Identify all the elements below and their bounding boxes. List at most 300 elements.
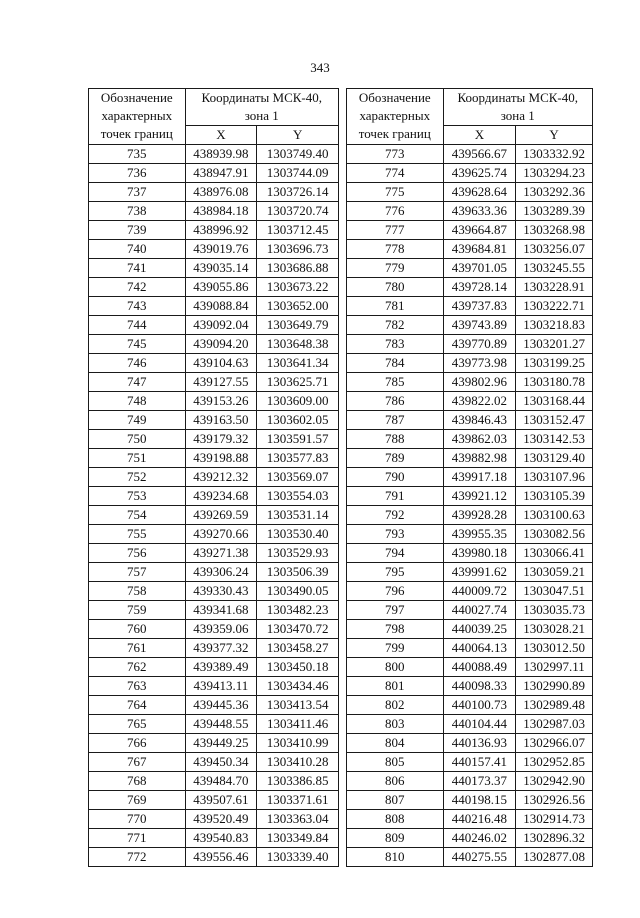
table-row <box>347 620 593 639</box>
x-coordinate-cell: 439212.32 <box>185 468 257 487</box>
table-row <box>89 772 339 791</box>
y-coordinate-cell: 1303289.39 <box>516 202 593 221</box>
x-coordinate-cell: 439019.76 <box>185 240 257 259</box>
table-row <box>347 734 593 753</box>
table-row <box>347 810 593 829</box>
point-number-cell: 761 <box>89 639 186 658</box>
x-coordinate-cell: 440104.44 <box>443 715 516 734</box>
x-coordinate-cell: 439449.25 <box>185 734 257 753</box>
table-row <box>347 696 593 715</box>
y-coordinate-cell: 1303720.74 <box>257 202 339 221</box>
table-row <box>347 753 593 772</box>
point-number-cell: 794 <box>347 544 444 563</box>
point-number-cell: 738 <box>89 202 186 221</box>
x-coordinate-cell: 439633.36 <box>443 202 516 221</box>
table-row <box>89 544 339 563</box>
x-coordinate-cell: 439484.70 <box>185 772 257 791</box>
table-row <box>347 582 593 601</box>
x-coordinate-cell: 439179.32 <box>185 430 257 449</box>
point-number-cell: 739 <box>89 221 186 240</box>
point-number-cell: 786 <box>347 392 444 411</box>
point-number-cell: 798 <box>347 620 444 639</box>
x-coordinate-cell: 439163.50 <box>185 411 257 430</box>
x-coordinate-cell: 439991.62 <box>443 563 516 582</box>
point-number-cell: 795 <box>347 563 444 582</box>
table-row <box>347 848 593 867</box>
x-coordinate-cell: 439092.04 <box>185 316 257 335</box>
x-coordinate-cell: 439271.38 <box>185 544 257 563</box>
table-row <box>347 430 593 449</box>
y-coordinate-cell: 1303749.40 <box>257 145 339 164</box>
point-number-cell: 810 <box>347 848 444 867</box>
point-number-cell: 781 <box>347 297 444 316</box>
point-number-cell: 793 <box>347 525 444 544</box>
x-coordinate-cell: 439507.61 <box>185 791 257 810</box>
table-row <box>89 829 339 848</box>
table-row <box>347 601 593 620</box>
x-coordinate-cell: 439377.32 <box>185 639 257 658</box>
header-line: зона 1 <box>244 108 279 123</box>
header-line: Координаты МСК-40, <box>457 90 578 105</box>
x-coordinate-cell: 439088.84 <box>185 297 257 316</box>
table-row <box>347 221 593 240</box>
table-row <box>89 164 339 183</box>
y-coordinate-cell: 1303339.40 <box>257 848 339 867</box>
x-coordinate-cell: 439743.89 <box>443 316 516 335</box>
table-row <box>89 430 339 449</box>
table-body <box>89 145 339 867</box>
point-number-cell: 797 <box>347 601 444 620</box>
table-row <box>89 791 339 810</box>
point-number-cell: 747 <box>89 373 186 392</box>
y-coordinate-cell: 1303152.47 <box>516 411 593 430</box>
y-coordinate-cell: 1303411.46 <box>257 715 339 734</box>
point-number-cell: 789 <box>347 449 444 468</box>
y-coordinate-cell: 1302896.32 <box>516 829 593 848</box>
table-row <box>89 183 339 202</box>
y-coordinate-cell: 1303228.91 <box>516 278 593 297</box>
x-coordinate-cell: 439625.74 <box>443 164 516 183</box>
header-line: характерных <box>359 108 431 123</box>
x-coordinate-cell: 439270.66 <box>185 525 257 544</box>
coordinates-table-right <box>346 88 593 867</box>
x-coordinate-cell: 440136.93 <box>443 734 516 753</box>
y-coordinate-cell: 1303609.00 <box>257 392 339 411</box>
point-number-cell: 779 <box>347 259 444 278</box>
point-number-cell: 777 <box>347 221 444 240</box>
y-coordinate-cell: 1303129.40 <box>516 449 593 468</box>
y-coordinate-cell: 1303649.79 <box>257 316 339 335</box>
point-number-cell: 800 <box>347 658 444 677</box>
point-number-cell: 751 <box>89 449 186 468</box>
y-coordinate-cell: 1303105.39 <box>516 487 593 506</box>
x-coordinate-cell: 438976.08 <box>185 183 257 202</box>
y-coordinate-cell: 1303066.41 <box>516 544 593 563</box>
x-coordinate-cell: 439153.26 <box>185 392 257 411</box>
x-coordinate-cell: 439540.83 <box>185 829 257 848</box>
table-row <box>89 449 339 468</box>
point-number-cell: 758 <box>89 582 186 601</box>
point-number-cell: 787 <box>347 411 444 430</box>
x-coordinate-cell: 439664.87 <box>443 221 516 240</box>
y-coordinate-cell: 1303577.83 <box>257 449 339 468</box>
x-coordinate-cell: 439094.20 <box>185 335 257 354</box>
y-coordinate-cell: 1302914.73 <box>516 810 593 829</box>
x-coordinate-cell: 440064.13 <box>443 639 516 658</box>
y-coordinate-cell: 1302877.08 <box>516 848 593 867</box>
x-coordinate-cell: 440173.37 <box>443 772 516 791</box>
y-coordinate-cell: 1303142.53 <box>516 430 593 449</box>
table-row <box>347 525 593 544</box>
table-row <box>89 810 339 829</box>
x-coordinate-cell: 439955.35 <box>443 525 516 544</box>
y-coordinate-cell: 1303506.39 <box>257 563 339 582</box>
y-coordinate-cell: 1303652.00 <box>257 297 339 316</box>
y-coordinate-cell: 1303490.05 <box>257 582 339 601</box>
table-row <box>89 639 339 658</box>
point-designation-header <box>89 89 186 145</box>
table-row <box>89 563 339 582</box>
point-number-cell: 806 <box>347 772 444 791</box>
table-row <box>347 544 593 563</box>
point-number-cell: 744 <box>89 316 186 335</box>
table-row <box>347 145 593 164</box>
table-row <box>347 449 593 468</box>
point-number-cell: 752 <box>89 468 186 487</box>
point-number-cell: 802 <box>347 696 444 715</box>
point-number-cell: 737 <box>89 183 186 202</box>
point-number-cell: 809 <box>347 829 444 848</box>
table-row <box>347 335 593 354</box>
x-coordinate-cell: 440198.15 <box>443 791 516 810</box>
x-coordinate-cell: 439773.98 <box>443 354 516 373</box>
point-number-cell: 740 <box>89 240 186 259</box>
point-number-cell: 808 <box>347 810 444 829</box>
point-number-cell: 799 <box>347 639 444 658</box>
point-number-cell: 782 <box>347 316 444 335</box>
table-row <box>347 316 593 335</box>
point-number-cell: 753 <box>89 487 186 506</box>
x-coordinate-cell: 439413.11 <box>185 677 257 696</box>
table-row <box>347 259 593 278</box>
x-coordinate-cell: 439198.88 <box>185 449 257 468</box>
y-coordinate-cell: 1303268.98 <box>516 221 593 240</box>
y-coordinate-cell: 1302966.07 <box>516 734 593 753</box>
table-row <box>347 506 593 525</box>
y-coordinate-cell: 1302942.90 <box>516 772 593 791</box>
point-number-cell: 750 <box>89 430 186 449</box>
table-row <box>89 145 339 164</box>
table-row <box>89 734 339 753</box>
x-coordinate-cell: 439127.55 <box>185 373 257 392</box>
y-coordinate-cell: 1303410.99 <box>257 734 339 753</box>
point-number-cell: 736 <box>89 164 186 183</box>
point-number-cell: 749 <box>89 411 186 430</box>
x-coordinate-cell: 439450.34 <box>185 753 257 772</box>
table-row <box>347 658 593 677</box>
point-number-cell: 792 <box>347 506 444 525</box>
table-row <box>89 506 339 525</box>
x-coordinate-cell: 439802.96 <box>443 373 516 392</box>
x-coordinate-cell: 438984.18 <box>185 202 257 221</box>
point-number-cell: 762 <box>89 658 186 677</box>
y-coordinate-cell: 1303410.28 <box>257 753 339 772</box>
x-coordinate-cell: 439520.49 <box>185 810 257 829</box>
x-coordinate-cell: 439862.03 <box>443 430 516 449</box>
y-coordinate-cell: 1303218.83 <box>516 316 593 335</box>
y-coordinate-cell: 1303554.03 <box>257 487 339 506</box>
table-body <box>347 145 593 867</box>
x-coordinate-cell: 439445.36 <box>185 696 257 715</box>
x-coordinate-cell: 439822.02 <box>443 392 516 411</box>
table-row <box>89 411 339 430</box>
point-number-cell: 743 <box>89 297 186 316</box>
y-coordinate-cell: 1303470.72 <box>257 620 339 639</box>
y-coordinate-cell: 1302952.85 <box>516 753 593 772</box>
y-coordinate-cell: 1303059.21 <box>516 563 593 582</box>
y-coordinate-cell: 1303686.88 <box>257 259 339 278</box>
y-coordinate-cell: 1303100.63 <box>516 506 593 525</box>
table-row <box>89 316 339 335</box>
y-coordinate-cell: 1302997.11 <box>516 658 593 677</box>
table-row <box>89 259 339 278</box>
x-coordinate-cell: 440216.48 <box>443 810 516 829</box>
y-coordinate-cell: 1303648.38 <box>257 335 339 354</box>
table-row <box>89 278 339 297</box>
x-coordinate-cell: 439055.86 <box>185 278 257 297</box>
table-row <box>89 677 339 696</box>
x-column-header: X <box>443 126 516 145</box>
y-coordinate-cell: 1303028.21 <box>516 620 593 639</box>
point-number-cell: 769 <box>89 791 186 810</box>
y-coordinate-cell: 1303386.85 <box>257 772 339 791</box>
point-number-cell: 780 <box>347 278 444 297</box>
x-coordinate-cell: 439234.68 <box>185 487 257 506</box>
point-number-cell: 757 <box>89 563 186 582</box>
header-line: Обозначение <box>358 90 431 105</box>
x-coordinate-cell: 439701.05 <box>443 259 516 278</box>
point-designation-header <box>347 89 444 145</box>
table-row <box>347 791 593 810</box>
x-coordinate-cell: 439770.89 <box>443 335 516 354</box>
y-coordinate-cell: 1303531.14 <box>257 506 339 525</box>
table-row <box>347 297 593 316</box>
x-coordinate-cell: 439921.12 <box>443 487 516 506</box>
header-line: Координаты МСК-40, <box>201 90 323 105</box>
point-number-cell: 755 <box>89 525 186 544</box>
point-number-cell: 772 <box>89 848 186 867</box>
table-row <box>347 772 593 791</box>
x-coordinate-cell: 439341.68 <box>185 601 257 620</box>
y-coordinate-cell: 1303201.27 <box>516 335 593 354</box>
point-number-cell: 805 <box>347 753 444 772</box>
table-row <box>347 411 593 430</box>
y-coordinate-cell: 1303641.34 <box>257 354 339 373</box>
table-row <box>347 829 593 848</box>
y-coordinate-cell: 1303529.93 <box>257 544 339 563</box>
point-number-cell: 790 <box>347 468 444 487</box>
x-coordinate-cell: 439928.28 <box>443 506 516 525</box>
x-coordinate-cell: 439104.63 <box>185 354 257 373</box>
table-row <box>89 468 339 487</box>
y-coordinate-cell: 1303012.50 <box>516 639 593 658</box>
point-number-cell: 768 <box>89 772 186 791</box>
table-row <box>89 658 339 677</box>
y-coordinate-cell: 1303107.96 <box>516 468 593 487</box>
page-number: 343 <box>310 60 330 75</box>
table-row <box>347 202 593 221</box>
y-coordinate-cell: 1303332.92 <box>516 145 593 164</box>
header-row <box>89 89 339 126</box>
y-coordinate-cell: 1303413.54 <box>257 696 339 715</box>
y-coordinate-cell: 1303294.23 <box>516 164 593 183</box>
table-row <box>347 373 593 392</box>
x-coordinate-cell: 438939.98 <box>185 145 257 164</box>
x-coordinate-cell: 439359.06 <box>185 620 257 639</box>
point-number-cell: 746 <box>89 354 186 373</box>
point-number-cell: 754 <box>89 506 186 525</box>
point-number-cell: 763 <box>89 677 186 696</box>
table-row <box>347 563 593 582</box>
table-row <box>347 487 593 506</box>
y-coordinate-cell: 1303349.84 <box>257 829 339 848</box>
coordinates-header <box>443 89 592 126</box>
point-number-cell: 745 <box>89 335 186 354</box>
y-coordinate-cell: 1303245.55 <box>516 259 593 278</box>
x-coordinate-cell: 440009.72 <box>443 582 516 601</box>
x-coordinate-cell: 440275.55 <box>443 848 516 867</box>
point-number-cell: 784 <box>347 354 444 373</box>
point-number-cell: 775 <box>347 183 444 202</box>
header-line: точек границ <box>358 126 431 141</box>
x-coordinate-cell: 440157.41 <box>443 753 516 772</box>
x-coordinate-cell: 439917.18 <box>443 468 516 487</box>
table-row <box>347 240 593 259</box>
x-coordinate-cell: 439035.14 <box>185 259 257 278</box>
table-row <box>89 373 339 392</box>
point-number-cell: 785 <box>347 373 444 392</box>
x-coordinate-cell: 440039.25 <box>443 620 516 639</box>
y-coordinate-cell: 1303591.57 <box>257 430 339 449</box>
point-number-cell: 778 <box>347 240 444 259</box>
coordinates-header <box>185 89 338 126</box>
y-coordinate-cell: 1303569.07 <box>257 468 339 487</box>
y-coordinate-cell: 1302990.89 <box>516 677 593 696</box>
header-line: зона 1 <box>500 108 535 123</box>
table-row <box>89 620 339 639</box>
y-coordinate-cell: 1303363.04 <box>257 810 339 829</box>
point-number-cell: 776 <box>347 202 444 221</box>
point-number-cell: 765 <box>89 715 186 734</box>
table-row <box>89 525 339 544</box>
table-row <box>89 392 339 411</box>
header-line: Обозначение <box>100 90 173 105</box>
y-coordinate-cell: 1303602.05 <box>257 411 339 430</box>
table-row <box>89 582 339 601</box>
table-row <box>89 221 339 240</box>
table-row <box>347 278 593 297</box>
y-coordinate-cell: 1303673.22 <box>257 278 339 297</box>
point-number-cell: 759 <box>89 601 186 620</box>
table-row <box>347 183 593 202</box>
table-row <box>347 392 593 411</box>
y-coordinate-cell: 1303530.40 <box>257 525 339 544</box>
table-row <box>89 715 339 734</box>
table-row <box>347 639 593 658</box>
x-coordinate-cell: 439566.67 <box>443 145 516 164</box>
table-row <box>89 848 339 867</box>
y-coordinate-cell: 1303168.44 <box>516 392 593 411</box>
table-row <box>347 677 593 696</box>
point-number-cell: 803 <box>347 715 444 734</box>
y-coordinate-cell: 1303458.27 <box>257 639 339 658</box>
y-coordinate-cell: 1303696.73 <box>257 240 339 259</box>
y-coordinate-cell: 1302987.03 <box>516 715 593 734</box>
x-coordinate-cell: 439556.46 <box>185 848 257 867</box>
point-number-cell: 804 <box>347 734 444 753</box>
y-column-header: Y <box>516 126 593 145</box>
point-number-cell: 756 <box>89 544 186 563</box>
y-coordinate-cell: 1303222.71 <box>516 297 593 316</box>
point-number-cell: 742 <box>89 278 186 297</box>
y-coordinate-cell: 1303292.36 <box>516 183 593 202</box>
table-row <box>89 202 339 221</box>
y-coordinate-cell: 1303482.23 <box>257 601 339 620</box>
y-coordinate-cell: 1303450.18 <box>257 658 339 677</box>
x-coordinate-cell: 439330.43 <box>185 582 257 601</box>
y-coordinate-cell: 1303625.71 <box>257 373 339 392</box>
point-number-cell: 773 <box>347 145 444 164</box>
y-coordinate-cell: 1303180.78 <box>516 373 593 392</box>
x-coordinate-cell: 440246.02 <box>443 829 516 848</box>
table-row <box>89 487 339 506</box>
table-row <box>89 240 339 259</box>
table-row <box>347 354 593 373</box>
x-coordinate-cell: 439980.18 <box>443 544 516 563</box>
point-number-cell: 760 <box>89 620 186 639</box>
y-coordinate-cell: 1302989.48 <box>516 696 593 715</box>
x-coordinate-cell: 439628.64 <box>443 183 516 202</box>
point-number-cell: 774 <box>347 164 444 183</box>
table-row <box>89 696 339 715</box>
y-coordinate-cell: 1303199.25 <box>516 354 593 373</box>
table-row <box>347 468 593 487</box>
x-coordinate-cell: 440088.49 <box>443 658 516 677</box>
table-row <box>89 354 339 373</box>
table-row <box>89 335 339 354</box>
x-coordinate-cell: 439269.59 <box>185 506 257 525</box>
point-number-cell: 807 <box>347 791 444 810</box>
x-coordinate-cell: 439306.24 <box>185 563 257 582</box>
point-number-cell: 764 <box>89 696 186 715</box>
x-coordinate-cell: 440100.73 <box>443 696 516 715</box>
point-number-cell: 770 <box>89 810 186 829</box>
table-row <box>347 715 593 734</box>
header-row <box>347 89 593 126</box>
header-line: точек границ <box>100 126 173 141</box>
x-coordinate-cell: 438996.92 <box>185 221 257 240</box>
table-row <box>89 297 339 316</box>
point-number-cell: 783 <box>347 335 444 354</box>
point-number-cell: 741 <box>89 259 186 278</box>
point-number-cell: 791 <box>347 487 444 506</box>
point-number-cell: 796 <box>347 582 444 601</box>
coordinates-table-left <box>88 88 339 867</box>
x-coordinate-cell: 440027.74 <box>443 601 516 620</box>
point-number-cell: 771 <box>89 829 186 848</box>
y-coordinate-cell: 1303744.09 <box>257 164 339 183</box>
x-column-header: X <box>185 126 257 145</box>
